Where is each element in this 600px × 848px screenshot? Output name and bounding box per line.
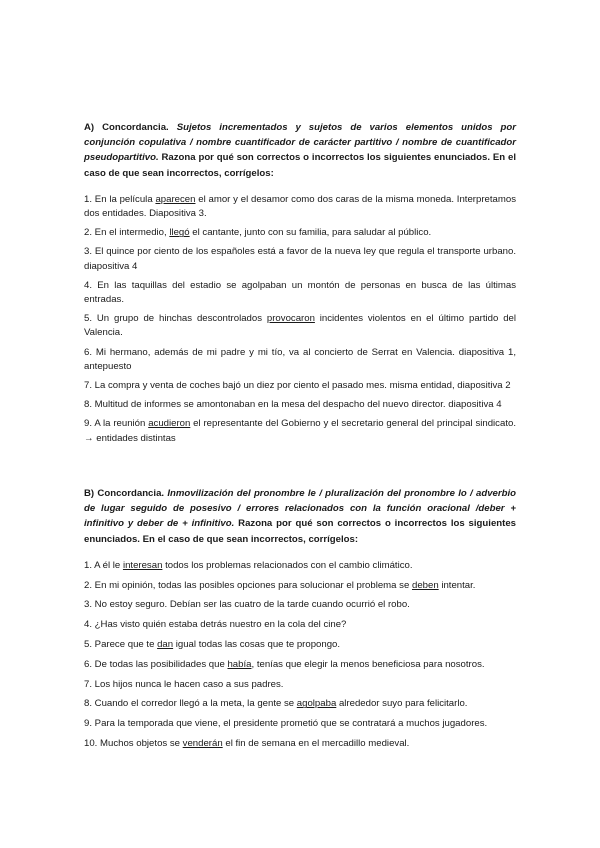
list-item [84,638,516,652]
text-segment: 9. A la reunión [84,418,149,430]
text-segment: 9. Para la temporada que viene, el presidente prometió que se contratará a muchos jugadores. [84,718,488,730]
text-segment: el fin de semana en el mercadillo medieval. [222,737,410,749]
underlined-verb: interesan [122,559,163,571]
list-item [84,279,516,307]
text-segment: 7. La compra y venta de coches bajó un diez por ciento el pasado mes. misma entidad, diapositiva 2 [84,380,511,392]
underlined-verb: acudieron [148,418,191,430]
text-segment: 1. A él le [84,559,123,571]
text-segment: 5. Parece que te [84,639,158,650]
text-segment: , tenías que elegir la menos beneficiosa para nosotros. [251,658,485,670]
list-item [84,579,516,593]
list-item [84,618,516,632]
list-item [84,678,516,692]
list-item [84,658,516,672]
text-segment: 6. Mi hermano, además de mi padre y mi tío, va al concierto de Serrat en Valencia. diapositiva 1, antepuesto [84,346,516,372]
text-segment: 2. En mi opinión, todas las posibles opciones para solucionar el problema se [84,579,412,591]
list-item [84,559,516,573]
list-item [84,379,516,393]
text-segment: Razona por qué son correctos o incorrectos los siguientes enunciados. En el caso de que sean incorrectos, corrígelos: [84,152,516,179]
text-segment: incidentes violentos en el último partido del Valencia. [84,313,517,339]
text-segment: el amor y el desamor como dos caras de la misma moneda. Interpretamos dos entidades. Diapositiva 3. [84,193,516,220]
text-segment: igual todas las cosas que te propongo. [173,639,341,650]
text-segment: 8. Cuando el corredor llegó a la meta, la gente se [84,698,297,710]
text-segment: 1. En la película [84,193,156,205]
text-segment: 5. Un grupo de hinchas descontrolados [84,313,267,325]
list-item [84,417,516,445]
list-item [84,346,516,374]
list-item [84,717,516,731]
text-segment: 10. Muchos objetos se [84,737,183,749]
section-a-items [84,193,516,446]
section-b-items [84,559,516,751]
underlined-verb: provocaron [266,313,315,325]
list-item [84,312,516,340]
text-segment: todos los problemas relacionados con el cambio climático. [162,559,413,571]
text-segment: alrededor suyo para felicitarlo. [336,698,468,710]
underlined-verb: había [227,658,252,670]
list-item [84,193,516,221]
text-segment: Razona por qué son correctos o incorrectos los siguientes enunciados. En el caso de que sean incorrectos, corrígelos: [84,518,517,545]
text-segment: 3. El quince por ciento de los españoles está a favor de la nueva ley que regula el transporte urbano. diapositiva 4 [84,246,516,272]
underlined-verb: llegó [169,227,190,239]
text-segment: 4. En las taquillas del estadio se agolpaban un montón de personas en busca de las últimas entradas. [84,279,516,306]
text-segment: el representante del Gobierno y el secretario general del principal sindicato. → entidades distintas [84,418,516,444]
underlined-verb: deben [411,579,439,591]
list-item [84,737,516,751]
text-segment: el cantante, junto con su familia, para saludar al público. [189,227,432,239]
underlined-verb: venderán [182,737,223,749]
underlined-verb: dan [157,639,174,650]
underlined-verb: agolpaba [296,698,337,710]
list-item [84,598,516,612]
list-item [84,398,516,412]
section-b [84,486,516,757]
text-segment: 8. Multitud de informes se amontonaban en la mesa del despacho del nuevo director. diapositiva 4 [84,399,502,411]
list-item [84,226,516,240]
text-segment: B) Concordancia. [84,488,168,499]
text-segment: 6. De todas las posibilidades que [84,658,228,670]
text-segment: 2. En el intermedio, [84,227,170,239]
text-segment: A) Concordancia. [84,122,177,133]
text-segment: Sujetos incrementados y sujetos de varios elementos unidos por conjunción copulativa / nombre cuantificador de carácter partitivo / nombre de cuantificador pseudopartitivo. [84,122,517,164]
underlined-verb: aparecen [155,193,196,205]
text-segment: Inmovilización del pronombre le / pluralización del pronombre lo / adverbio de lugar seguido de posesivo / errores relacionados con la función oracional /deber + infinitivo y deber de + infinitivo. [84,488,516,530]
text-segment: 4. ¿Has visto quién estaba detrás nuestro en la cola del cine? [84,619,347,631]
section-a [84,120,516,451]
section-a-heading [84,120,516,181]
section-b-heading [84,486,516,547]
text-segment: 7. Los hijos nunca le hacen caso a sus padres. [84,678,284,690]
list-item [84,697,516,711]
text-segment: intentar. [438,579,476,591]
text-segment: 3. No estoy seguro. Debían ser las cuatro de la tarde cuando ocurrió el robo. [84,599,410,611]
list-item [84,245,516,273]
